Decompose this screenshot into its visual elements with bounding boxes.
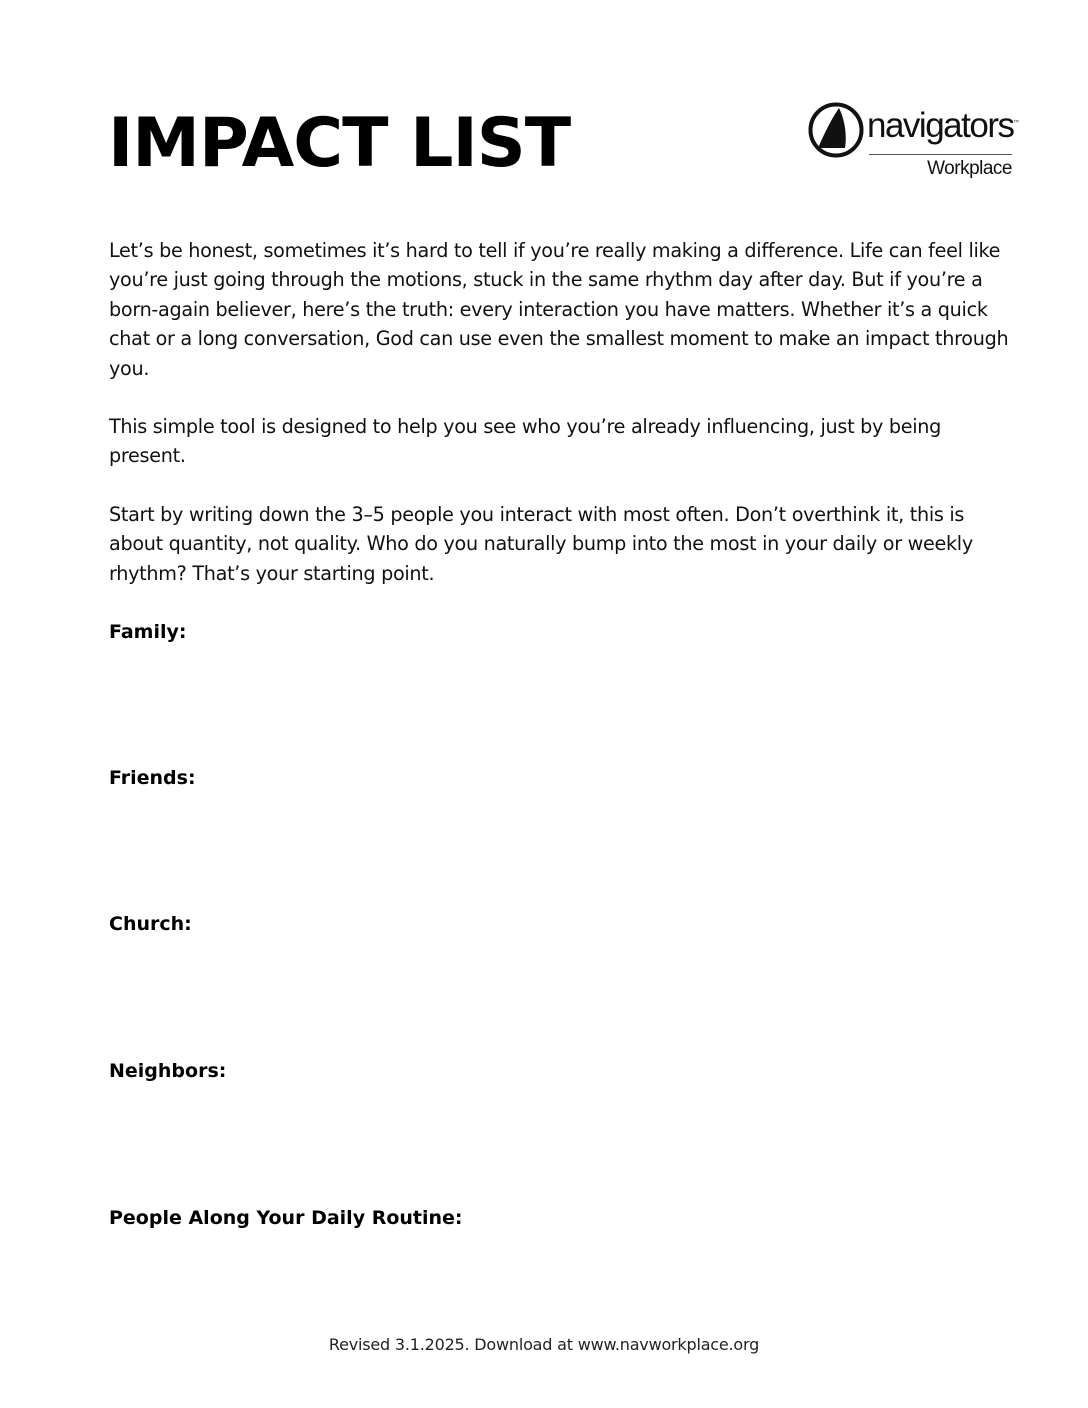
intro-paragraph-3: Start by writing down the 3–5 people you interact with most often. Don’t overthink it, this is about quantity, not quality. Who do you naturally bump into the most in your daily or weekly rhythm? That’s your starting point.	[109, 503, 973, 585]
section-label-friends: Friends:	[109, 767, 196, 789]
intro-paragraph-2: This simple tool is designed to help you see who you’re already influencing, just by being present.	[109, 415, 942, 468]
daily-routine-write-area[interactable]	[109, 1234, 979, 1314]
family-write-area[interactable]	[109, 648, 979, 758]
sailboat-circle-icon	[808, 102, 864, 158]
section-label-daily-routine: People Along Your Daily Routine:	[109, 1207, 463, 1229]
footer-revision-note: Revised 3.1.2025. Download at www.navworkplace.org	[328, 1335, 760, 1354]
page-title: IMPACT LIST	[108, 104, 571, 183]
friends-write-area[interactable]	[109, 794, 979, 904]
section-label-church: Church:	[109, 913, 192, 935]
section-label-family: Family:	[109, 621, 187, 643]
neighbors-write-area[interactable]	[109, 1087, 979, 1197]
section-label-neighbors: Neighbors:	[109, 1060, 227, 1082]
logo-wordmark: navigators	[867, 106, 1014, 145]
trademark-symbol: ™	[1013, 120, 1019, 126]
intro-paragraph-1: Let’s be honest, sometimes it’s hard to tell if you’re really making a difference. Life can feel like you’re just going through the motions, stuck in the same rhythm day after day. But if you’re a born-again believer, here’s the truth: every interaction you have matters. Whether it’s a quick chat or a long conversation, God can use even the smallest moment to make an impact through you.	[109, 239, 1009, 380]
church-write-area[interactable]	[109, 940, 979, 1050]
navigators-workplace-logo	[808, 100, 1028, 184]
logo-divider	[869, 154, 1012, 155]
logo-subtitle: Workplace	[927, 158, 1012, 179]
